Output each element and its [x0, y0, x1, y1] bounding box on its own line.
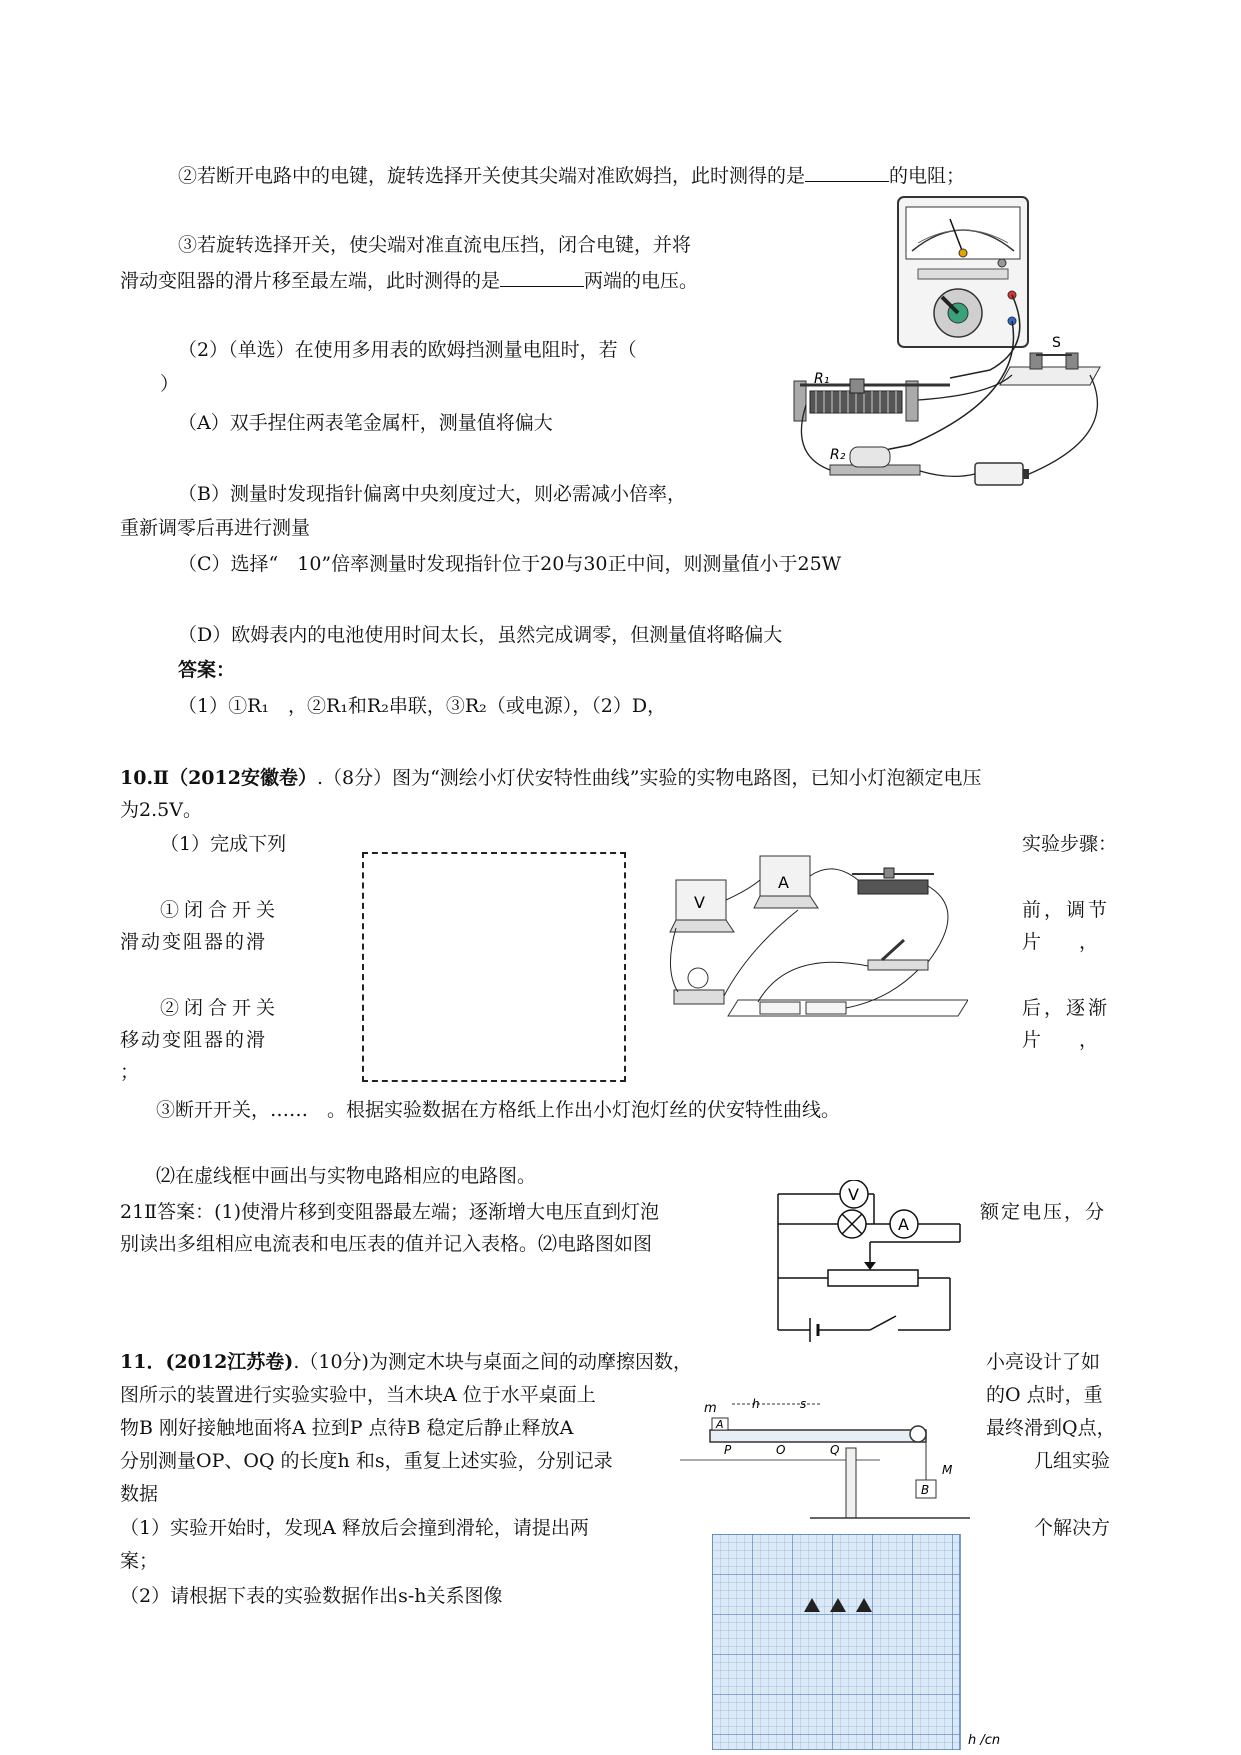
graph-axis-label: h /cn: [968, 1733, 1001, 1748]
q10-step1-left1: ①闭合开关: [160, 899, 281, 921]
q11-line5: 数据: [120, 1483, 159, 1505]
q10-physical-circuit-figure: [668, 850, 968, 1020]
q9-item3-line1: ③若旋转选择开关，使尖端对准直流电压挡，闭合电键，并将: [178, 234, 692, 256]
q10-step2-left2: 移动变阻器的滑: [120, 1029, 268, 1051]
multimeter-circuit-figure: [790, 195, 1130, 505]
q9-item3-line2: 滑动变阻器的滑片移至最左端，此时测得的是 两端的电压。: [120, 270, 699, 292]
q10-step2-right2: 片 ，: [1022, 1029, 1099, 1051]
mass-m-label: m: [704, 1401, 717, 1416]
point-o-label: O: [776, 1443, 786, 1457]
q10-step2-right1: 后，逐渐: [1022, 997, 1111, 1019]
answer-blank: [500, 268, 584, 287]
r1-label: R₁: [814, 371, 830, 387]
s-label: s: [800, 1397, 807, 1411]
q9-option-b-line2: 重新调零后再进行测量: [120, 517, 311, 539]
q10-step2-tail: ；: [120, 1061, 140, 1083]
q9-option-a: （A）双手捏住两表笔金属杆，测量值将偏大: [178, 412, 553, 434]
q11-line2-right: 的O 点时，重: [986, 1384, 1103, 1406]
q10-step3: ③断开开关，…… 。根据实验数据在方格纸上作出小灯泡灯丝的伏安特性曲线。: [156, 1099, 841, 1121]
weight-b-label: B: [921, 1483, 930, 1497]
q11-line2-left: 图所示的装置进行实验实验中，当木块A 位于水平桌面上: [120, 1384, 596, 1406]
q9-option-c: （C）选择“ 10”倍率测量时发现指针位于20与30正中间，则测量值小于25W: [178, 553, 842, 575]
q9-part2-line1: （2）（单选）在使用多用表的欧姆挡测量电阻时，若（: [178, 339, 637, 361]
q9-part2-line2: ）: [160, 373, 180, 395]
q10-step1-right2: 片 ，: [1022, 931, 1099, 953]
q11-line1-right: 小亮设计了如: [986, 1351, 1101, 1373]
circuit-voltmeter-label: V: [848, 1185, 859, 1204]
mass-m-big-label: M: [942, 1463, 953, 1477]
q9-answer-label: 答案：: [178, 659, 236, 681]
q11-line3-right: 最终滑到Q点，: [986, 1417, 1116, 1439]
q10-step2-left1: ②闭合开关: [160, 997, 281, 1019]
q10-title-line2: 为2.5V。: [120, 799, 202, 821]
q11-sub2: （2）请根据下表的实验数据作出s-h关系图像: [120, 1585, 503, 1607]
r2-label: R₂: [830, 447, 846, 463]
q10-step1-left2: 滑动变阻器的滑: [120, 931, 268, 953]
q9-option-b-line1: （B）测量时发现指针偏离中央刻度过大，则必需减小倍率，: [178, 483, 686, 505]
q10-step-intro-left: （1）完成下列: [160, 833, 287, 855]
q9-item2: ②若断开电路中的电键，旋转选择开关使其尖端对准欧姆挡，此时测得的是 的电阻；: [178, 165, 966, 187]
h-label: h: [752, 1397, 760, 1411]
q10-answer-line1b: 额定电压，分: [980, 1201, 1107, 1223]
q11-line4-right: 几组实验: [1034, 1450, 1111, 1472]
q10-step-intro-right: 实验步骤：: [1022, 833, 1118, 855]
dashed-drawing-box: [362, 852, 626, 1082]
q11-sub1-right: 个解决方: [1034, 1517, 1111, 1539]
switch-label: S: [1052, 335, 1061, 351]
q11-title: 11．(2012江苏卷).（10分)为测定木块与桌面之间的动摩擦因数，: [120, 1351, 692, 1373]
answer-blank: [805, 163, 889, 182]
q10-answer-line1a: 21Ⅱ答案：(1)使滑片移到变阻器最左端；逐渐增大电压直到灯泡: [120, 1201, 660, 1223]
q10-answer-line2: 别读出多组相应电流表和电压表的值并记入表格。⑵电路图如图: [120, 1233, 653, 1255]
point-q-label: Q: [830, 1443, 840, 1457]
q11-sub1-left: （1）实验开始时，发现A 释放后会撞到滑轮，请提出两: [120, 1517, 589, 1539]
q9-answer-text: （1）①R₁ ，②R₁和R₂串联，③R₂（或电源），（2）D，: [178, 695, 667, 717]
q10-step1-right1: 前，调节: [1022, 899, 1111, 921]
block-a-label: A: [716, 1418, 724, 1431]
voltmeter-label: V: [694, 893, 705, 912]
point-p-label: P: [724, 1443, 732, 1457]
grid-paper-graph: [712, 1534, 1002, 1750]
friction-apparatus-figure: [680, 1390, 980, 1530]
q10-title: 10.Ⅱ（2012安徽卷）.（8分）图为“测绘小灯伏安特性曲线”实验的实物电路图，已知小灯泡额定电压: [120, 767, 982, 789]
q11-line3-left: 物B 刚好接触地面将A 拉到P 点待B 稳定后静止释放A: [120, 1417, 574, 1439]
q10-answer-circuit-diagram: [770, 1180, 970, 1352]
q10-part2: ⑵在虚线框中画出与实物电路相应的电路图。: [156, 1165, 537, 1187]
q9-option-d: （D）欧姆表内的电池使用时间太长，虽然完成调零，但测量值将略偏大: [178, 624, 783, 646]
q11-line4-left: 分别测量OP、OQ 的长度h 和s，重复上述实验，分别记录: [120, 1450, 613, 1472]
circuit-ammeter-label: A: [898, 1215, 909, 1234]
q11-sub1-line2: 案；: [120, 1550, 159, 1572]
ammeter-label: A: [778, 873, 789, 892]
